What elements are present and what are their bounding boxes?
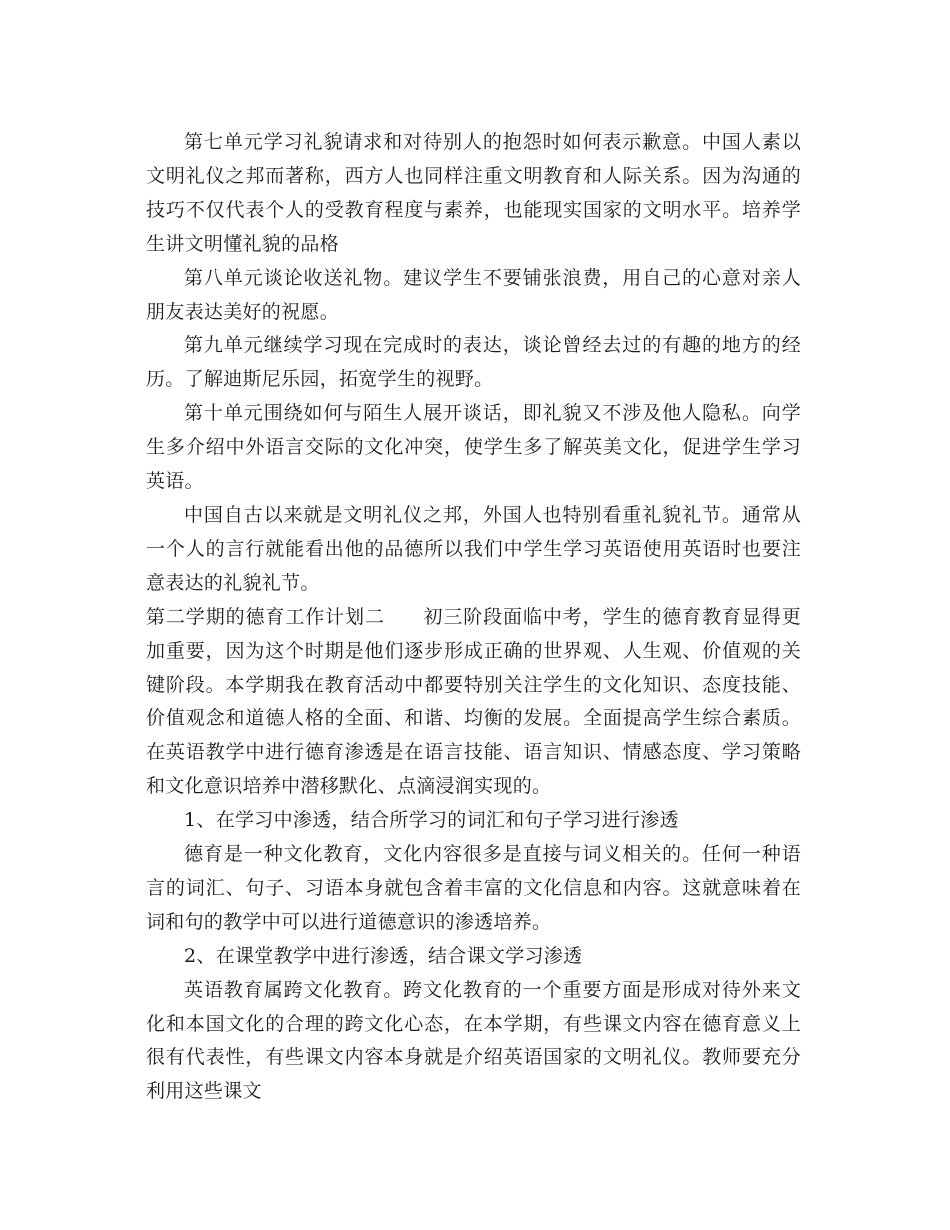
paragraph-unit-10: 第十单元围绕如何与陌生人展开谈话，即礼貌又不涉及他人隐私。向学生多介绍中外语言交际的文化冲突，使学生多了解英美文化，促进学生学习英语。 bbox=[146, 402, 801, 493]
paragraph-unit-9: 第九单元继续学习现在完成时的表达，谈论曾经去过的有趣的地方的经历。了解迪斯尼乐园，拓宽学生的视野。 bbox=[146, 334, 801, 391]
section-plan-two bbox=[146, 601, 801, 804]
point-1-title: 1、在学习中渗透，结合所学习的词汇和句子学习进行渗透 bbox=[184, 809, 679, 832]
paragraph-unit-8: 第八单元谈论收送礼物。建议学生不要铺张浪费，用自己的心意对亲人朋友表达美好的祝愿。 bbox=[146, 266, 801, 323]
point-1-body: 德育是一种文化教育，文化内容很多是直接与词义相关的。任何一种语言的词汇、句子、习语本身就包含着丰富的文化信息和内容。这就意味着在词和句的教学中可以进行道德意识的渗透培养。 bbox=[146, 843, 801, 933]
document-body bbox=[146, 126, 801, 1109]
paragraph-unit-7: 第七单元学习礼貌请求和对待别人的抱怨时如何表示歉意。中国人素以文明礼仪之邦而著称，西方人也同样注重文明教育和人际关系。因为沟通的技巧不仅代表个人的受教育程度与素养，也能现实国家的文明水平。培养学生讲文明懂礼貌的品格 bbox=[146, 131, 801, 255]
paragraph-etiquette: 中国自古以来就是文明礼仪之邦，外国人也特别看重礼貌礼节。通常从一个人的言行就能看出他的品德所以我们中学生学习英语使用英语时也要注意表达的礼貌礼节。 bbox=[146, 503, 801, 594]
point-2-body: 英语教育属跨文化教育。跨文化教育的一个重要方面是形成对待外来文化和本国文化的合理的跨文化心态，在本学期，有些课文内容在德育意义上很有代表性，有些课文内容本身就是介绍英语国家的文明礼仪。教师要充分利用这些课文 bbox=[146, 978, 801, 1103]
section-heading: 第二学期的德育工作计划二 bbox=[146, 605, 385, 628]
section-intro: 初三阶段面临中考，学生的德育教育显得更加重要，因为这个时期是他们逐步形成正确的世界观、人生观、价值观的关键阶段。本学期我在教育活动中都要特别关注学生的文化知识、态度技能、价值观念和道德人格的全面、和谐、均衡的发展。全面提高学生综合素质。在英语教学中进行德育渗透是在语言技能、语言知识、情感态度、学习策略和文化意识培养中潜移默化、点滴浸润实现的。 bbox=[146, 605, 801, 798]
point-2-title: 2、在课堂教学中进行渗透，结合课文学习渗透 bbox=[184, 944, 583, 967]
